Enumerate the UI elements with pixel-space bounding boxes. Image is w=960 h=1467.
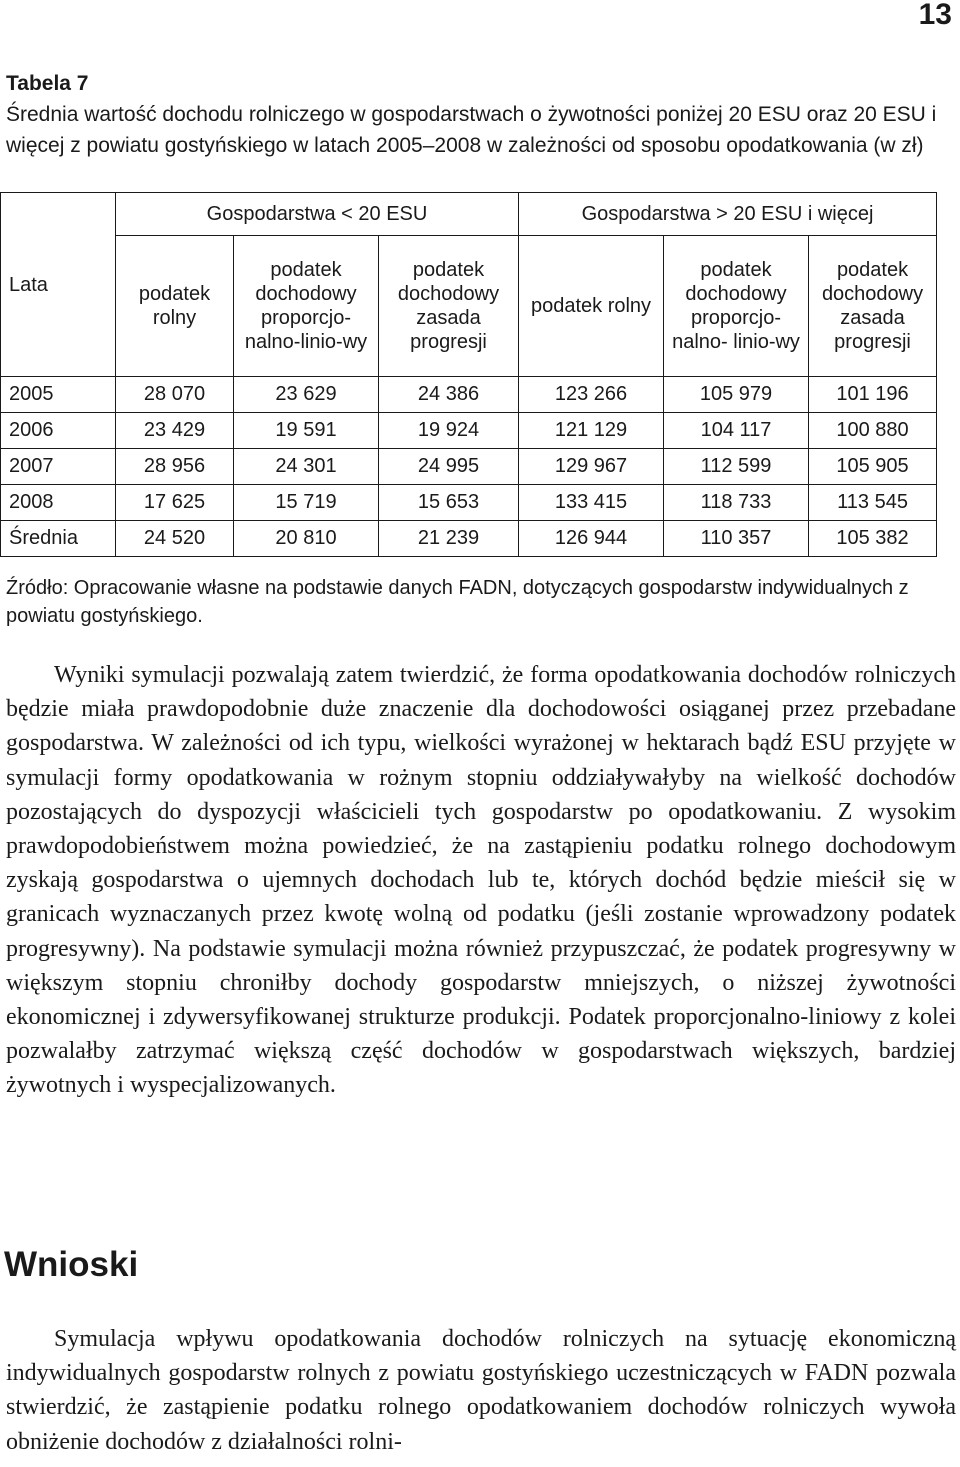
row-year: 2005 (1, 377, 116, 413)
subheader-small-linear-tax: podatek dochodowy proporcjo-nalno-linio-wy (234, 236, 379, 377)
row-year: 2008 (1, 485, 116, 521)
subheader-small-agricultural-tax: podatek rolny (116, 236, 234, 377)
cell-value: 113 545 (809, 485, 937, 521)
table-row (1, 449, 937, 485)
cell-value: 105 382 (809, 521, 937, 557)
body-paragraph-1: Wyniki symulacji pozwalają zatem twierdzić, że forma opodatkowania dochodów rolniczych będzie miała prawdopodobnie duże znaczenie dla dochodowości osiąganej przez przebadane gospodarstwa. W zależności od ich typu, wielkości wyrażonej w hektarach bądź ESU przyjęte w symulacji formy opodatkowania w rożnym stopniu oddziaływałyby na wielkość dochodów pozostających do dyspozycji właścicieli tych gospodarstw po opodatkowaniu. Z wysokim prawdopodobieństwem można powiedzieć, że na zastąpieniu podatku rolnego dochodowym zyskają gospodarstwa o ujemnych dochodach lub te, których dochód będzie mieścił się w granicach wyznaczanych przez kwotę wolną od podatku (jeśli zostanie wprowadzony podatek progresywny). Na podstawie symulacji można również przypuszczać, że podatek progresywny w większym stopniu chroniłby dochody gospodarstw mniejszych, o niższej żywotności ekonomicznej i zdywersyfikowanej strukturze produkcji. Podatek proporcjonalno-liniowy z kolei pozwalałby zatrzymać większą część dochodów w gospodarstwach większych, bardziej żywotnych i wyspecjalizowanych. (6, 662, 956, 1099)
subheader-large-progressive-tax: podatek dochodowy zasada progresji (809, 236, 937, 377)
table-caption: Średnia wartość dochodu rolniczego w gospodarstwach o żywotności poniżej 20 ESU oraz 20 ESU i więcej z powiatu gostyńskiego w latach 2005–2008 w zależności od sposobu opodatkowania (w zł) (6, 103, 937, 157)
cell-value: 105 979 (664, 377, 809, 413)
cell-value: 100 880 (809, 413, 937, 449)
cell-value: 110 357 (664, 521, 809, 557)
cell-value: 121 129 (519, 413, 664, 449)
table-label: Tabela 7 (6, 72, 89, 95)
cell-value: 19 591 (234, 413, 379, 449)
cell-value: 21 239 (379, 521, 519, 557)
cell-value: 104 117 (664, 413, 809, 449)
cell-value: 20 810 (234, 521, 379, 557)
body-paragraph-2: Symulacja wpływu opodatkowania dochodów rolniczych na sytuację ekonomiczną indywidualnych gospodarstw rolnych z powiatu gostyńskiego uczestniczących w FADN pozwala stwierdzić, że zastąpienie podatku rolnego opodatkowaniem dochodów rolniczych wywoła obniżenie dochodów z działalności rolni- (6, 1326, 956, 1455)
cell-value: 101 196 (809, 377, 937, 413)
table-row-average (1, 521, 937, 557)
cell-value: 133 415 (519, 485, 664, 521)
cell-value: 19 924 (379, 413, 519, 449)
table-row (1, 485, 937, 521)
cell-value: 129 967 (519, 449, 664, 485)
table-subheader-row (1, 236, 937, 377)
table-row (1, 413, 937, 449)
subheader-large-agricultural-tax: podatek rolny (519, 236, 664, 377)
year-column-header: Lata (1, 193, 116, 377)
cell-value: 28 070 (116, 377, 234, 413)
subheader-small-progressive-tax: podatek dochodowy zasada progresji (379, 236, 519, 377)
cell-value: 15 719 (234, 485, 379, 521)
cell-value: 24 995 (379, 449, 519, 485)
section-heading: Wnioski (4, 1245, 139, 1284)
cell-value: 23 629 (234, 377, 379, 413)
cell-value: 126 944 (519, 521, 664, 557)
row-year: Średnia (1, 521, 116, 557)
cell-value: 112 599 (664, 449, 809, 485)
cell-value: 28 956 (116, 449, 234, 485)
income-table (0, 192, 937, 557)
cell-value: 24 386 (379, 377, 519, 413)
table-heading (6, 68, 956, 161)
table-row (1, 377, 937, 413)
cell-value: 23 429 (116, 413, 234, 449)
cell-value: 123 266 (519, 377, 664, 413)
page-number: 13 (918, 0, 952, 31)
row-year: 2006 (1, 413, 116, 449)
table-group-header-row (1, 193, 937, 236)
cell-value: 17 625 (116, 485, 234, 521)
cell-value: 15 653 (379, 485, 519, 521)
cell-value: 24 520 (116, 521, 234, 557)
cell-value: 118 733 (664, 485, 809, 521)
group-header-large-farms: Gospodarstwa > 20 ESU i więcej (519, 193, 937, 236)
subheader-large-linear-tax: podatek dochodowy proporcjo-nalno- linio-wy (664, 236, 809, 377)
income-table-container (0, 192, 936, 557)
table-source-note: Źródło: Opracowanie własne na podstawie danych FADN, dotyczących gospodarstw indywidualnych z powiatu gostyńskiego. (6, 577, 909, 627)
row-year: 2007 (1, 449, 116, 485)
cell-value: 105 905 (809, 449, 937, 485)
group-header-small-farms: Gospodarstwa < 20 ESU (116, 193, 519, 236)
cell-value: 24 301 (234, 449, 379, 485)
